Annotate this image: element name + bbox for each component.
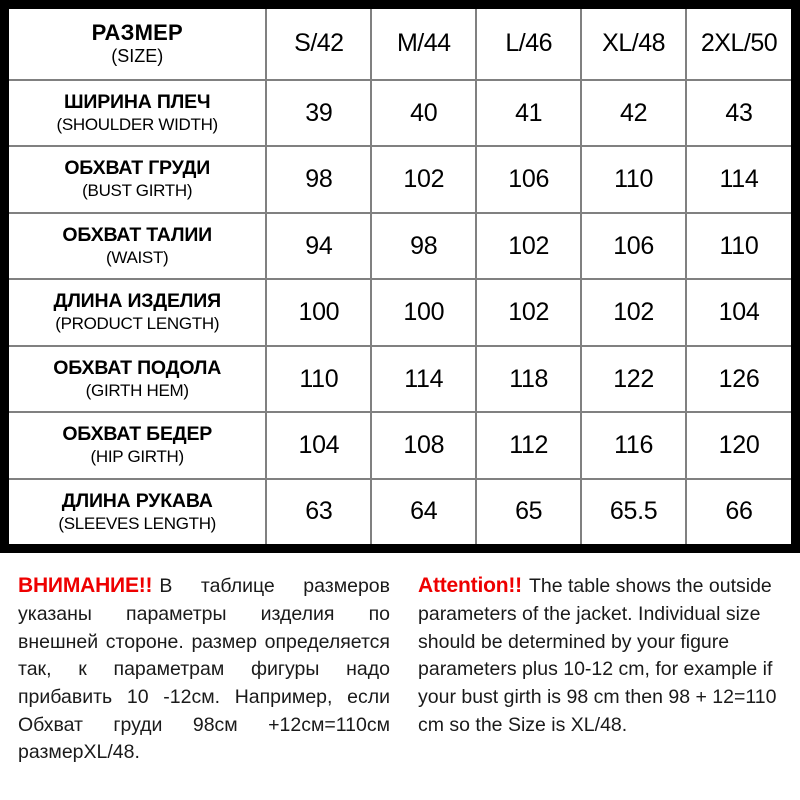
row-value-cell bbox=[581, 346, 686, 413]
table-row bbox=[9, 279, 791, 346]
row-label-ru: ОБХВАТ ПОДОЛА bbox=[53, 356, 222, 379]
cell-value: 98 bbox=[305, 165, 333, 194]
row-value-cell bbox=[686, 346, 791, 413]
notes-section bbox=[0, 553, 800, 800]
row-label-en: (SLEEVES LENGTH) bbox=[58, 513, 217, 533]
note-russian-paragraph bbox=[18, 571, 390, 767]
cell-value: 114 bbox=[404, 364, 444, 393]
row-label-cell bbox=[9, 279, 266, 346]
note-russian-body: В таблице размеров указаны параметры изделия по внешней стороне. размер определяется так, к параметрам фигуры надо прибавить 10 -12см. Например, если Обхват груди 98см +12см=110см размерXL/48. bbox=[18, 575, 390, 764]
size-label-2xl50: 2XL/50 bbox=[700, 29, 778, 58]
cell-value: 106 bbox=[508, 165, 550, 194]
header-cell-2xl50 bbox=[686, 9, 791, 80]
table-row bbox=[9, 80, 791, 147]
row-value-cell bbox=[686, 279, 791, 346]
row-value-cell bbox=[476, 80, 581, 147]
row-label-ru: ОБХВАТ БЕДЕР bbox=[62, 423, 213, 446]
cell-value: 64 bbox=[410, 497, 438, 526]
row-value-cell bbox=[476, 346, 581, 413]
table-row bbox=[9, 146, 791, 213]
row-label-ru: ДЛИНА РУКАВА bbox=[61, 489, 213, 512]
cell-value: 106 bbox=[613, 231, 654, 260]
row-value-cell bbox=[686, 213, 791, 280]
cell-value: 104 bbox=[718, 298, 760, 327]
cell-value: 126 bbox=[718, 364, 760, 393]
row-label-ru: ОБХВАТ ТАЛИИ bbox=[62, 223, 212, 246]
header-cell-m44 bbox=[371, 9, 476, 80]
cell-value: 41 bbox=[515, 98, 543, 127]
cell-value: 112 bbox=[509, 431, 549, 460]
row-label-en: (HIP GIRTH) bbox=[90, 447, 184, 467]
note-english bbox=[400, 553, 800, 800]
row-value-cell bbox=[371, 213, 476, 280]
cell-value: 102 bbox=[508, 231, 550, 260]
row-value-cell bbox=[476, 146, 581, 213]
table-row bbox=[9, 213, 791, 280]
note-russian bbox=[0, 553, 400, 800]
cell-value: 104 bbox=[298, 431, 340, 460]
cell-value: 110 bbox=[614, 165, 654, 194]
row-value-cell bbox=[266, 80, 371, 147]
table-row bbox=[9, 412, 791, 479]
row-value-cell bbox=[686, 146, 791, 213]
row-label-en: (SHOULDER WIDTH) bbox=[56, 114, 218, 134]
cell-value: 118 bbox=[509, 364, 549, 393]
table-header-row bbox=[9, 9, 791, 80]
header-cell-s42 bbox=[266, 9, 371, 80]
size-label-m44: M/44 bbox=[396, 29, 451, 58]
cell-value: 114 bbox=[719, 165, 759, 194]
cell-value: 65.5 bbox=[609, 497, 658, 526]
row-value-cell bbox=[266, 146, 371, 213]
header-cell-xl48 bbox=[581, 9, 686, 80]
row-value-cell bbox=[686, 80, 791, 147]
row-value-cell bbox=[581, 279, 686, 346]
cell-value: 94 bbox=[305, 231, 333, 260]
row-label-cell bbox=[9, 213, 266, 280]
header-label-en: (SIZE) bbox=[111, 46, 164, 67]
cell-value: 110 bbox=[299, 364, 339, 393]
row-value-cell bbox=[686, 412, 791, 479]
table-row bbox=[9, 346, 791, 413]
cell-value: 110 bbox=[719, 231, 759, 260]
row-value-cell bbox=[371, 412, 476, 479]
row-value-cell bbox=[581, 146, 686, 213]
row-value-cell bbox=[476, 412, 581, 479]
cell-value: 66 bbox=[725, 497, 753, 526]
row-label-ru: ДЛИНА ИЗДЕЛИЯ bbox=[53, 290, 221, 313]
row-label-en: (BUST GIRTH) bbox=[82, 181, 193, 201]
row-value-cell bbox=[371, 279, 476, 346]
row-value-cell bbox=[266, 213, 371, 280]
header-cell-l46 bbox=[476, 9, 581, 80]
size-label-xl48: XL/48 bbox=[602, 29, 666, 58]
row-label-en: (PRODUCT LENGTH) bbox=[55, 314, 220, 334]
row-value-cell bbox=[266, 346, 371, 413]
row-value-cell bbox=[266, 279, 371, 346]
size-label-l46: L/46 bbox=[505, 29, 553, 58]
cell-value: 102 bbox=[508, 298, 550, 327]
row-label-en: (WAIST) bbox=[105, 247, 169, 267]
row-value-cell bbox=[476, 213, 581, 280]
row-value-cell bbox=[581, 412, 686, 479]
row-value-cell bbox=[371, 346, 476, 413]
row-value-cell bbox=[266, 412, 371, 479]
row-value-cell bbox=[371, 479, 476, 544]
row-label-ru: ОБХВАТ ГРУДИ bbox=[64, 157, 211, 180]
row-label-ru: ШИРИНА ПЛЕЧ bbox=[64, 90, 211, 113]
row-value-cell bbox=[476, 279, 581, 346]
row-label-cell bbox=[9, 479, 266, 544]
cell-value: 122 bbox=[613, 364, 654, 393]
cell-value: 102 bbox=[403, 165, 445, 194]
row-value-cell bbox=[371, 146, 476, 213]
row-label-cell bbox=[9, 346, 266, 413]
table-row bbox=[9, 479, 791, 544]
cell-value: 40 bbox=[410, 98, 438, 127]
cell-value: 63 bbox=[305, 497, 333, 526]
row-value-cell bbox=[686, 479, 791, 544]
cell-value: 65 bbox=[515, 497, 543, 526]
row-label-cell bbox=[9, 146, 266, 213]
cell-value: 120 bbox=[718, 431, 760, 460]
size-table bbox=[9, 9, 791, 544]
row-value-cell bbox=[581, 80, 686, 147]
cell-value: 102 bbox=[613, 298, 654, 327]
attention-heading-en: Attention!! bbox=[418, 574, 522, 597]
cell-value: 42 bbox=[619, 98, 648, 127]
note-english-paragraph bbox=[418, 571, 788, 739]
cell-value: 116 bbox=[614, 431, 654, 460]
cell-value: 39 bbox=[305, 98, 333, 127]
row-label-cell bbox=[9, 412, 266, 479]
size-label-s42: S/42 bbox=[294, 29, 344, 58]
attention-heading-ru: ВНИМАНИЕ!! bbox=[18, 574, 153, 597]
row-value-cell bbox=[371, 80, 476, 147]
cell-value: 100 bbox=[403, 298, 445, 327]
cell-value: 98 bbox=[410, 231, 438, 260]
row-value-cell bbox=[476, 479, 581, 544]
row-label-en: (GIRTH HEM) bbox=[85, 380, 189, 400]
header-cell-size bbox=[9, 9, 266, 80]
cell-value: 108 bbox=[403, 431, 445, 460]
note-english-body: The table shows the outside parameters of the jacket. Individual size should be determined by your figure parameters plus 10-12 cm, for example if your bust girth is 98 cm then 98 + 12=110 cm so the Size is XL/48. bbox=[418, 575, 777, 736]
header-label-ru: РАЗМЕР bbox=[91, 19, 183, 45]
cell-value: 100 bbox=[298, 298, 340, 327]
cell-value: 43 bbox=[725, 98, 753, 127]
row-value-cell bbox=[581, 479, 686, 544]
row-value-cell bbox=[266, 479, 371, 544]
row-value-cell bbox=[581, 213, 686, 280]
row-label-cell bbox=[9, 80, 266, 147]
